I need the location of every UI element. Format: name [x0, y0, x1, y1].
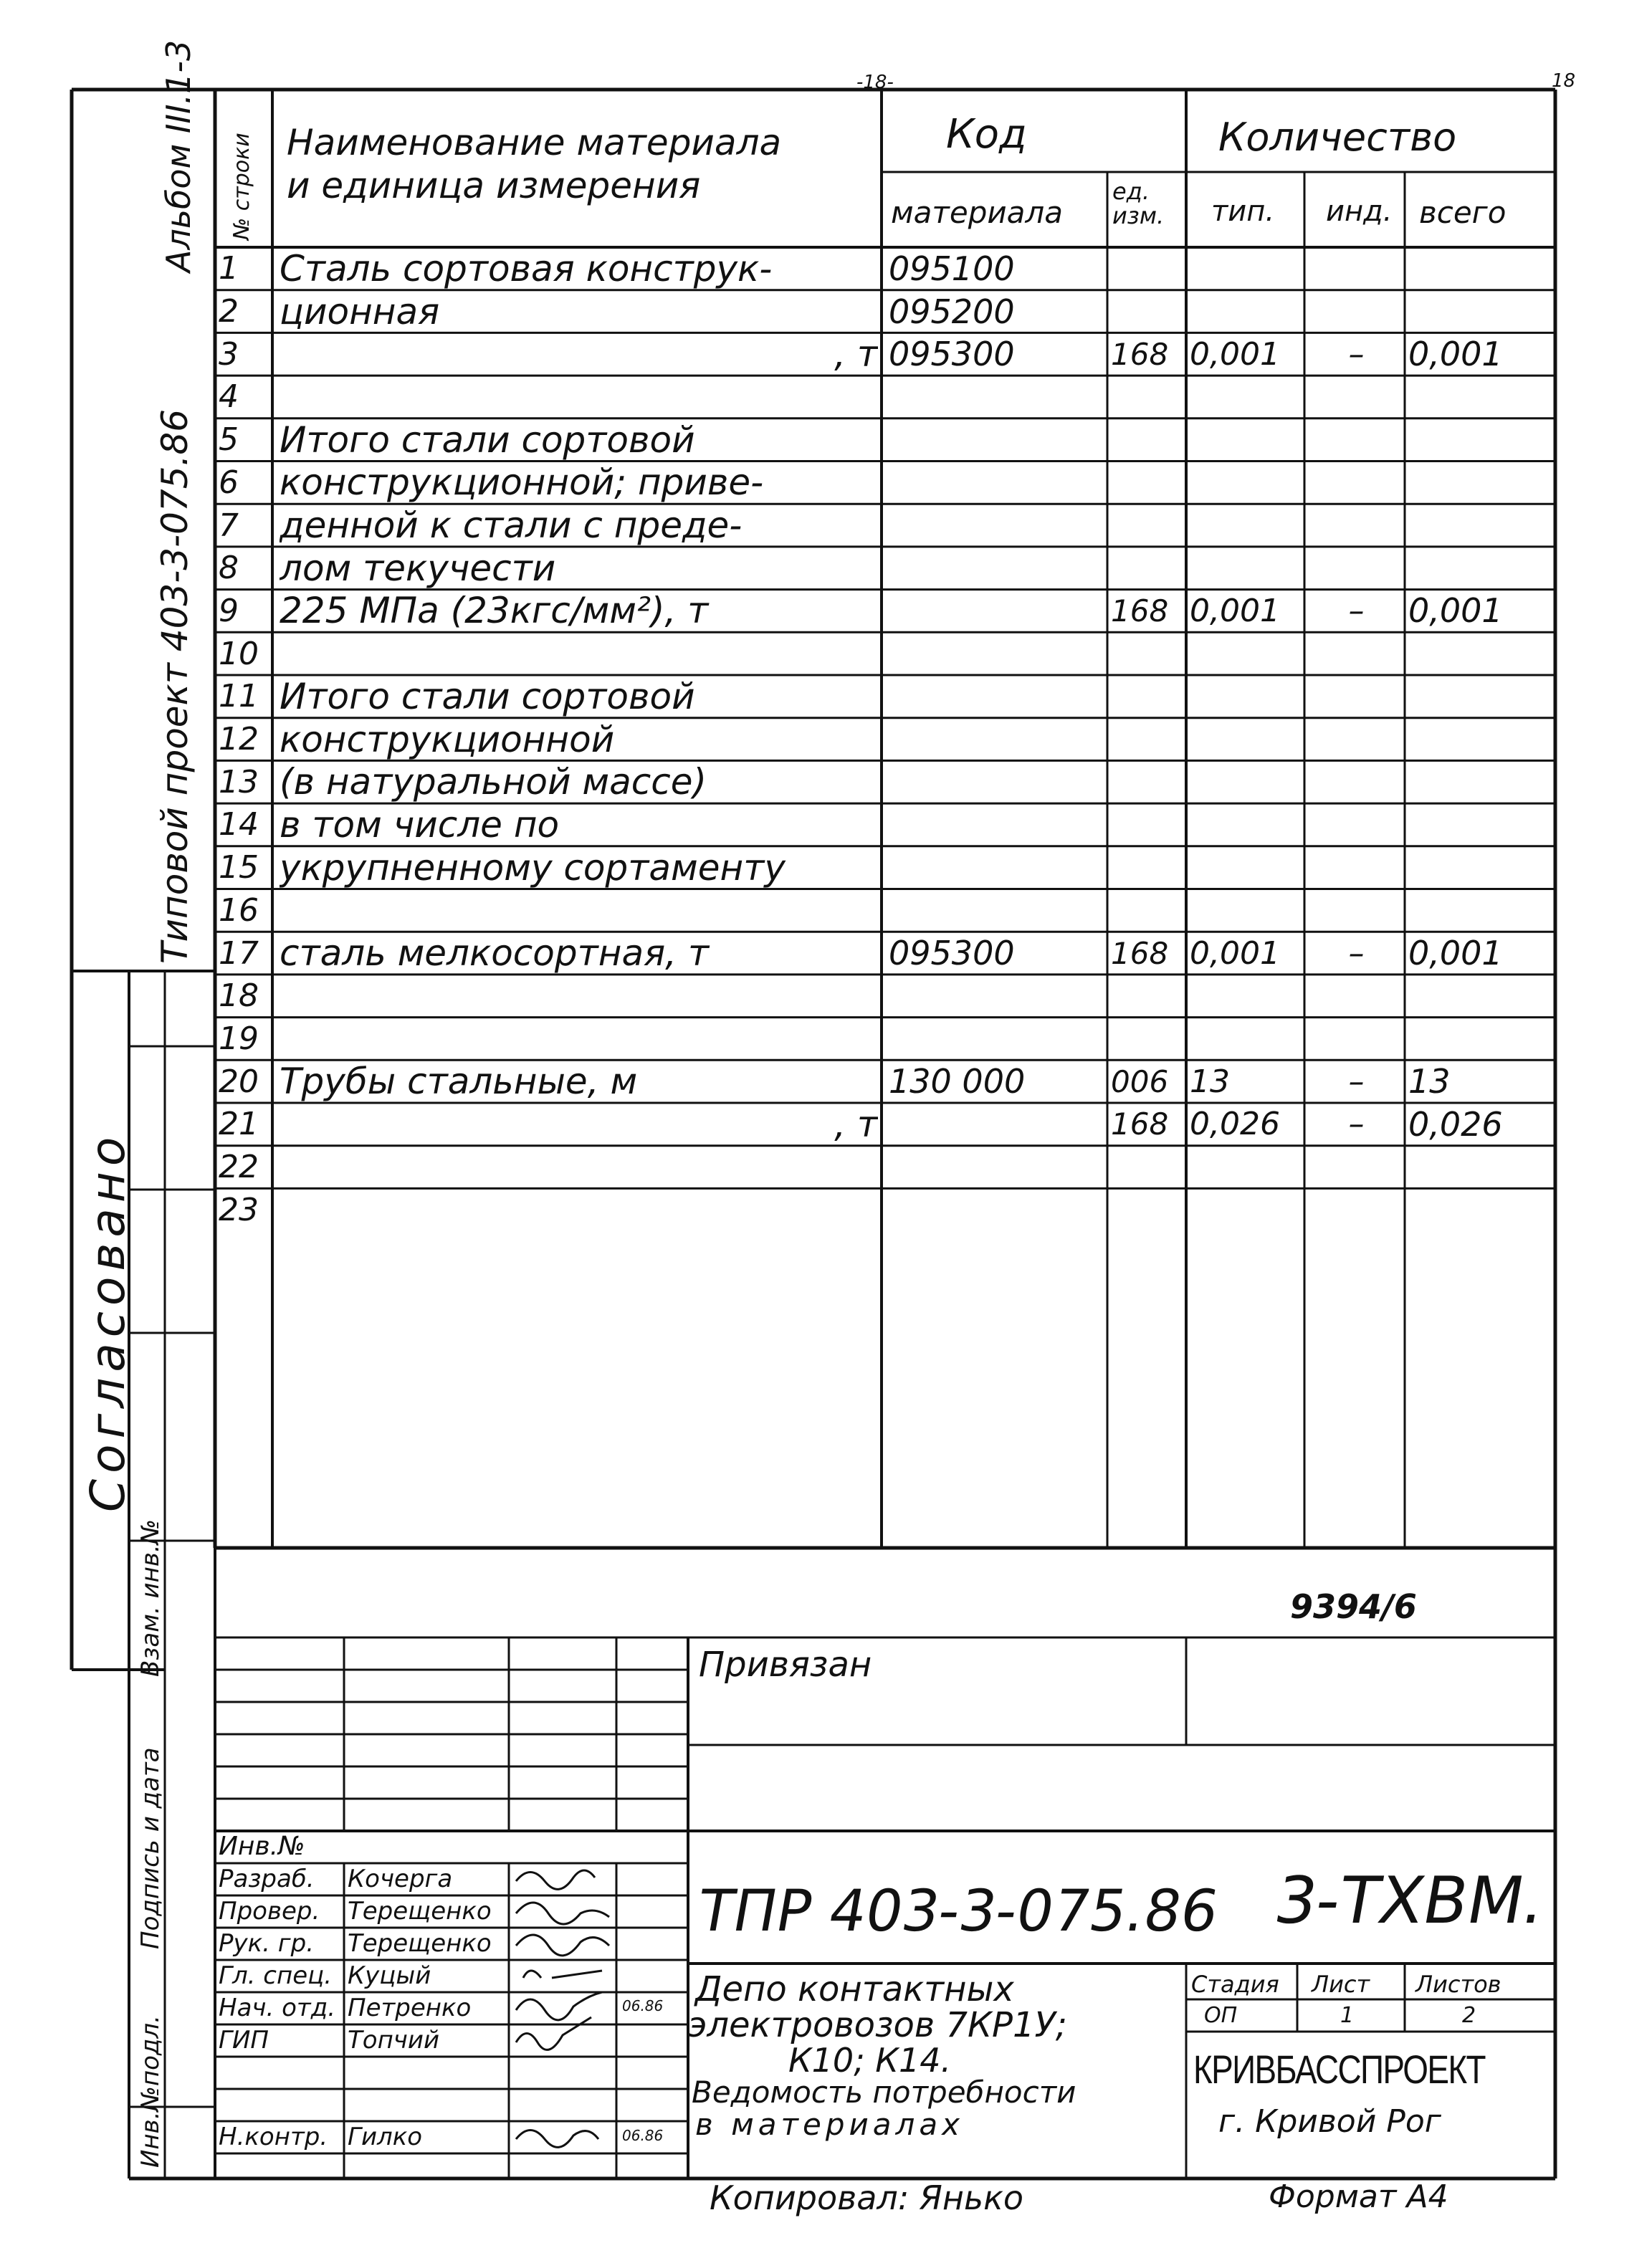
sign-date-small-2: 06.86 — [622, 2127, 664, 2144]
row-ind: – — [1348, 1063, 1365, 1100]
row-name: сталь мелкосортная, т — [280, 932, 710, 975]
sign-date-label: Подпись и дата — [136, 1747, 165, 1949]
title-line-2: электровозов 7КР1У; — [688, 2005, 1067, 2045]
col-qty-typ-header: тип. — [1211, 195, 1275, 228]
row-name: конструкционной — [280, 718, 615, 760]
stamp-person: Терещенко — [348, 1929, 492, 1958]
album-label: Альбом III.1-3 — [159, 39, 198, 272]
row-number: 10 — [219, 635, 259, 672]
row-ind: – — [1348, 592, 1365, 629]
row-name: Итого стали сортовой — [280, 675, 695, 717]
row-code: 130 000 — [889, 1062, 1026, 1101]
row-code: 095300 — [889, 934, 1015, 973]
sheets-label: Листов — [1415, 1971, 1501, 1998]
row-name: конструкционной; приве- — [280, 461, 764, 504]
row-name: укрупненному сортаменту — [280, 846, 786, 889]
row-unit: 168 — [1111, 935, 1169, 971]
page-corner-number: 18 — [1552, 70, 1576, 92]
row-number: 15 — [219, 849, 259, 886]
title-line-3: К10; К14. — [788, 2041, 952, 2080]
row-number: 1 — [219, 250, 239, 287]
row-name: Сталь сортовая конструк- — [280, 247, 773, 290]
row-total: 13 — [1408, 1062, 1451, 1101]
inv-orig-label: Инв.№подл. — [136, 2015, 165, 2168]
row-number: 7 — [219, 507, 239, 544]
row-name: Итого стали сортовой — [280, 419, 695, 461]
row-number: 16 — [219, 891, 259, 929]
inv-label: Инв.№ — [219, 1832, 305, 1861]
row-total: 0,001 — [1408, 335, 1503, 374]
col-rownum-header: № строки — [229, 133, 254, 240]
stamp-role: Н.контр. — [219, 2123, 328, 2151]
row-typ: 0,001 — [1190, 335, 1280, 373]
row-number: 12 — [219, 721, 259, 758]
row-typ: 0,026 — [1190, 1106, 1280, 1143]
row-number: 14 — [219, 806, 259, 843]
stage-label: Стадия — [1191, 1971, 1279, 1998]
sign-date-small-1: 06.86 — [622, 1997, 664, 2014]
stage-value: ОП — [1204, 2003, 1238, 2028]
row-total: 0,001 — [1408, 591, 1503, 631]
row-number: 17 — [219, 934, 259, 972]
designation: ТПР 403-3-075.86 — [692, 1878, 1224, 1944]
row-code: 095200 — [889, 292, 1015, 331]
row-name: , т — [834, 333, 878, 376]
col-qty-total-header: всего — [1419, 195, 1507, 230]
row-number: 11 — [219, 678, 259, 715]
row-name: в том числе по — [280, 803, 560, 846]
inv-dup-label: Взам. инв.№ — [136, 1519, 165, 1677]
agreed-label: Согласовано — [80, 1131, 135, 1512]
project-label: Типовой проект 403-3-075.86 — [154, 408, 196, 964]
stamp-person: Топчий — [348, 2026, 440, 2055]
title-line-4: Ведомость потребности — [692, 2075, 1076, 2110]
row-ind: – — [1348, 1106, 1365, 1143]
page-top-number: -18- — [856, 72, 894, 93]
mark: 3-ТХВМ. — [1269, 1863, 1551, 1938]
row-total: 0,001 — [1408, 934, 1503, 973]
row-number: 9 — [219, 592, 239, 629]
stamp-person: Гилко — [348, 2123, 423, 2151]
title-line-1: Депо контактных — [695, 1969, 1014, 2009]
stamp-role: Рук. гр. — [219, 1929, 315, 1958]
stamp-role: Провер. — [219, 1897, 320, 1926]
sheets-value: 2 — [1462, 2003, 1476, 2028]
row-name: , т — [834, 1103, 878, 1145]
row-number: 13 — [219, 763, 259, 800]
row-number: 23 — [219, 1191, 259, 1228]
stamp-person: Кочерга — [348, 1865, 453, 1893]
row-typ: 0,001 — [1190, 592, 1280, 629]
col-name-header-2: и единица измерения — [287, 165, 701, 206]
row-unit: 168 — [1111, 593, 1169, 628]
row-number: 5 — [219, 421, 239, 459]
row-typ: 13 — [1190, 1063, 1230, 1100]
doc-number: 9394/6 — [1290, 1587, 1417, 1626]
row-typ: 0,001 — [1190, 934, 1280, 972]
stamp-role: Гл. спец. — [219, 1961, 333, 1990]
row-number: 22 — [219, 1149, 259, 1186]
row-name: лом текучести — [280, 547, 556, 589]
row-unit: 168 — [1111, 1106, 1169, 1142]
col-name-header-1: Наименование материала — [287, 122, 782, 163]
row-unit: 006 — [1111, 1063, 1169, 1099]
row-name: Трубы стальные, м — [280, 1061, 638, 1103]
city: г. Кривой Рог — [1218, 2103, 1441, 2140]
row-code: 095300 — [889, 335, 1015, 374]
row-name: денной к стали с преде- — [280, 504, 743, 547]
col-qty-header: Количество — [1218, 115, 1457, 160]
col-code-material-header: материала — [891, 195, 1064, 230]
stamp-person: Петренко — [348, 1994, 472, 2022]
stamp-role: ГИП — [219, 2026, 269, 2055]
row-total: 0,026 — [1408, 1104, 1503, 1144]
copied-by: Копировал: Янько — [710, 2179, 1024, 2217]
row-number: 19 — [219, 1020, 259, 1057]
row-number: 18 — [219, 977, 259, 1015]
row-ind: – — [1348, 934, 1365, 972]
sheet-value: 1 — [1340, 2003, 1355, 2028]
format-label: Формат А4 — [1269, 2179, 1448, 2215]
row-number: 8 — [219, 550, 239, 587]
row-code: 095100 — [889, 249, 1015, 288]
row-name: 225 МПа (23кгс/мм²), т — [280, 590, 709, 632]
row-number: 4 — [219, 378, 239, 416]
row-number: 20 — [219, 1063, 259, 1100]
stamp-person: Куцый — [348, 1961, 431, 1990]
org-name: КРИВБАССПРОЕКТ — [1193, 2047, 1485, 2092]
sheet-label: Лист — [1312, 1971, 1370, 1998]
row-unit: 168 — [1111, 336, 1169, 372]
row-ind: – — [1348, 335, 1365, 373]
row-number: 2 — [219, 293, 239, 330]
row-name: ционная — [280, 290, 440, 333]
col-code-header: Код — [946, 111, 1027, 158]
stamp-person: Терещенко — [348, 1897, 492, 1926]
title-line-5: в материалах — [695, 2107, 964, 2142]
privyazan-label: Привязан — [699, 1645, 872, 1685]
stamp-role: Разраб. — [219, 1865, 315, 1893]
row-number: 3 — [219, 335, 239, 373]
row-name: (в натуральной массе) — [280, 761, 707, 803]
stamp-role: Нач. отд. — [219, 1994, 336, 2022]
row-number: 21 — [219, 1106, 259, 1143]
row-number: 6 — [219, 464, 239, 501]
col-qty-ind-header: инд. — [1326, 195, 1393, 228]
col-code-unit-header: ед. изм. — [1112, 178, 1165, 229]
